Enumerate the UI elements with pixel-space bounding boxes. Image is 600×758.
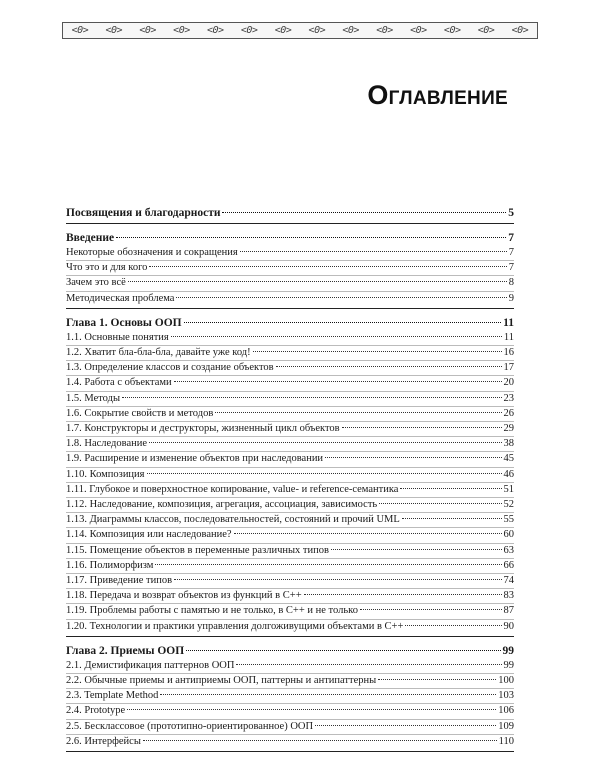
toc-entry-page: 7 [508, 232, 514, 244]
toc-section [66, 315, 514, 637]
toc-entry-page: 5 [508, 207, 514, 219]
toc-entry[interactable] [66, 720, 514, 735]
banner-glyph: <0> [173, 25, 190, 36]
dot-leader [405, 625, 501, 626]
toc-entry-page: 16 [503, 347, 514, 359]
dot-leader [147, 473, 502, 474]
toc-section [66, 643, 514, 752]
toc-entry-title: 2.3. Template Method [66, 690, 159, 702]
toc-entry-title: Зачем это всё [66, 277, 126, 289]
dot-leader [315, 725, 496, 726]
banner-glyph: <0> [477, 25, 495, 36]
toc-entry-title: 1.6. Сокрытие свойств и методов [66, 407, 214, 419]
toc-entry-title: Методическая проблема [66, 292, 175, 304]
dot-leader [176, 297, 506, 298]
toc-entry[interactable] [66, 544, 514, 559]
toc-entry[interactable] [66, 659, 514, 674]
toc-entry-title: 1.12. Наследование, композиция, агрегация, ассоциация, зависимость [66, 499, 378, 511]
toc-entry[interactable] [66, 422, 514, 437]
toc-entry-title: 1.13. Диаграммы классов, последовательностей, состояний и прочий UML [66, 514, 400, 526]
toc-entry-page: 99 [502, 644, 514, 657]
decorative-banner [62, 22, 538, 39]
toc-entry-page: 23 [503, 392, 514, 404]
toc-entry-page: 38 [503, 438, 514, 450]
toc-entry[interactable] [66, 452, 514, 467]
toc-entry[interactable] [66, 346, 514, 361]
toc-entry[interactable] [66, 528, 514, 543]
toc-section [66, 230, 514, 309]
toc-section [66, 205, 514, 224]
toc-entry-title: 1.5. Методы [66, 392, 121, 404]
toc-entry-page: 109 [498, 720, 514, 732]
dot-leader [240, 251, 507, 252]
toc-entry[interactable] [66, 392, 514, 407]
dot-leader [253, 351, 502, 352]
toc-entry-title: 1.17. Приведение типов [66, 575, 173, 587]
toc-entry-page: 8 [508, 277, 514, 289]
toc-entry-page: 103 [498, 690, 514, 702]
toc-heading[interactable] [66, 230, 514, 246]
banner-glyph: <0> [139, 25, 156, 36]
toc-entry[interactable] [66, 376, 514, 391]
toc-entry[interactable] [66, 361, 514, 376]
toc-entry-page: 11 [503, 316, 514, 329]
dot-leader [222, 212, 506, 213]
dot-leader [174, 381, 502, 382]
toc-entry[interactable] [66, 513, 514, 528]
toc-entry[interactable] [66, 674, 514, 689]
dot-leader [184, 322, 502, 323]
toc-entry[interactable] [66, 468, 514, 483]
dot-leader [379, 503, 501, 504]
toc-heading[interactable] [66, 643, 514, 659]
banner-glyph: <0> [410, 25, 427, 36]
banner-glyph: <0> [308, 25, 326, 36]
toc-heading[interactable] [66, 315, 514, 331]
toc-entry-page: 100 [498, 675, 514, 687]
dot-leader [360, 609, 502, 610]
toc-entry-title: 1.1. Основные понятия [66, 331, 169, 343]
toc-entry[interactable] [66, 246, 514, 261]
toc-entry-title: 1.10. Композиция [66, 468, 145, 480]
toc-entry-title: 1.11. Глубокое и поверхностное копирование, value- и reference-семантика [66, 483, 399, 495]
toc-entry[interactable] [66, 437, 514, 452]
dot-leader [304, 594, 502, 595]
banner-glyph: <0> [207, 25, 224, 36]
dot-leader [186, 650, 500, 651]
toc-entry-page: 26 [503, 407, 514, 419]
toc-entry-title: Посвящения и благодарности [66, 207, 221, 219]
toc-entry[interactable] [66, 261, 514, 276]
toc-entry-page: 9 [508, 292, 514, 304]
toc-entry-page: 66 [503, 559, 514, 571]
toc-entry-title: 2.5. Бесклассовое (прототипно-ориентированное) ООП [66, 720, 314, 732]
toc-entry-page: 106 [498, 705, 514, 717]
toc-entry-title: 1.7. Конструкторы и деструкторы, жизненный цикл объектов [66, 423, 340, 435]
dot-leader [342, 427, 502, 428]
dot-leader [155, 564, 501, 565]
toc-entry-page: 74 [503, 575, 514, 587]
dot-leader [127, 709, 496, 710]
toc-entry-page: 110 [498, 735, 514, 747]
toc-entry[interactable] [66, 498, 514, 513]
banner-glyph: <0> [71, 25, 89, 36]
toc-entry-title: 1.3. Определение классов и создание объектов [66, 362, 274, 374]
toc-entry[interactable] [66, 483, 514, 498]
toc-entry-title: 1.16. Полиморфизм [66, 559, 154, 571]
toc-entry-title: Введение [66, 232, 115, 244]
dot-leader [116, 237, 506, 238]
banner-glyph: <0> [274, 25, 292, 36]
dot-leader [128, 281, 507, 282]
dot-leader [171, 336, 502, 337]
banner-glyph: <0> [376, 25, 393, 36]
banner-glyph: <0> [105, 25, 123, 36]
toc-entry[interactable] [66, 689, 514, 704]
toc-entry[interactable] [66, 735, 514, 749]
toc-entry[interactable] [66, 331, 514, 346]
toc-entry-title: Что это и для кого [66, 262, 148, 274]
toc-entry-title: 2.6. Интерфейсы [66, 735, 141, 747]
toc-entry-page: 87 [503, 605, 514, 617]
toc-entry-title: 1.9. Расширение и изменение объектов при наследовании [66, 453, 324, 465]
dot-leader [234, 533, 502, 534]
toc-entry-title: 1.20. Технологии и практики управления долгоживущими объектами в C++ [66, 620, 404, 632]
dot-leader [325, 457, 501, 458]
dot-leader [149, 266, 506, 267]
toc-entry-page: 17 [503, 362, 514, 374]
toc-entry-title: 1.2. Хватит бла-бла-бла, давайте уже код! [66, 347, 251, 359]
dot-leader [331, 549, 502, 550]
table-of-contents [66, 205, 514, 758]
toc-entry-page: 90 [503, 620, 514, 632]
toc-entry-page: 51 [503, 483, 514, 495]
toc-entry-title: 2.2. Обычные приемы и антиприемы ООП, паттерны и антипаттерны [66, 675, 377, 687]
toc-entry-title: 2.4. Prototype [66, 705, 126, 717]
toc-entry-page: 29 [503, 423, 514, 435]
toc-entry-title: Глава 2. Приемы ООП [66, 644, 185, 657]
dot-leader [402, 518, 502, 519]
toc-entry[interactable] [66, 604, 514, 619]
toc-entry-title: 1.4. Работа с объектами [66, 377, 172, 389]
dot-leader [149, 442, 501, 443]
toc-entry-page: 99 [503, 659, 514, 671]
toc-heading[interactable] [66, 205, 514, 221]
toc-entry-title: 2.1. Демистификация паттернов ООП [66, 659, 235, 671]
banner-glyph: <0> [240, 25, 258, 36]
toc-entry-title: Некоторые обозначения и сокращения [66, 247, 238, 258]
toc-entry-title: Глава 1. Основы ООП [66, 316, 182, 329]
toc-entry[interactable] [66, 292, 514, 306]
dot-leader [143, 740, 497, 741]
toc-entry-title: 1.8. Наследование [66, 438, 148, 450]
dot-leader [378, 679, 496, 680]
toc-entry-page: 7 [508, 262, 514, 274]
toc-entry-page: 46 [503, 468, 514, 480]
dot-leader [276, 366, 502, 367]
page-title: Оглавление [367, 80, 508, 110]
toc-entry[interactable] [66, 574, 514, 589]
toc-entry-page: 11 [503, 331, 514, 343]
toc-entry-page: 20 [503, 377, 514, 389]
toc-entry-title: 1.15. Помещение объектов в переменные различных типов [66, 544, 329, 556]
toc-entry[interactable] [66, 620, 514, 634]
toc-entry-page: 83 [503, 590, 514, 602]
dot-leader [215, 412, 501, 413]
dot-leader [122, 397, 501, 398]
banner-glyph: <0> [342, 25, 359, 36]
toc-entry[interactable] [66, 589, 514, 604]
toc-entry[interactable] [66, 559, 514, 574]
toc-entry-page: 7 [508, 247, 514, 258]
toc-entry-page: 45 [503, 453, 514, 465]
dot-leader [160, 694, 496, 695]
banner-glyph: <0> [511, 25, 529, 36]
toc-entry-page: 63 [503, 544, 514, 556]
dot-leader [236, 664, 501, 665]
dot-leader [174, 579, 501, 580]
toc-entry[interactable] [66, 704, 514, 719]
toc-entry-page: 52 [503, 499, 514, 511]
toc-entry[interactable] [66, 407, 514, 422]
toc-entry[interactable] [66, 276, 514, 291]
toc-entry-page: 55 [503, 514, 514, 526]
toc-entry-title: 1.14. Композиция или наследование? [66, 529, 232, 541]
toc-entry-title: 1.19. Проблемы работы с памятью и не только, в C++ и не только [66, 605, 358, 617]
banner-glyph: <0> [443, 25, 461, 36]
toc-entry-page: 60 [503, 529, 514, 541]
dot-leader [400, 488, 501, 489]
toc-entry-title: 1.18. Передача и возврат объектов из функций в C++ [66, 590, 302, 602]
